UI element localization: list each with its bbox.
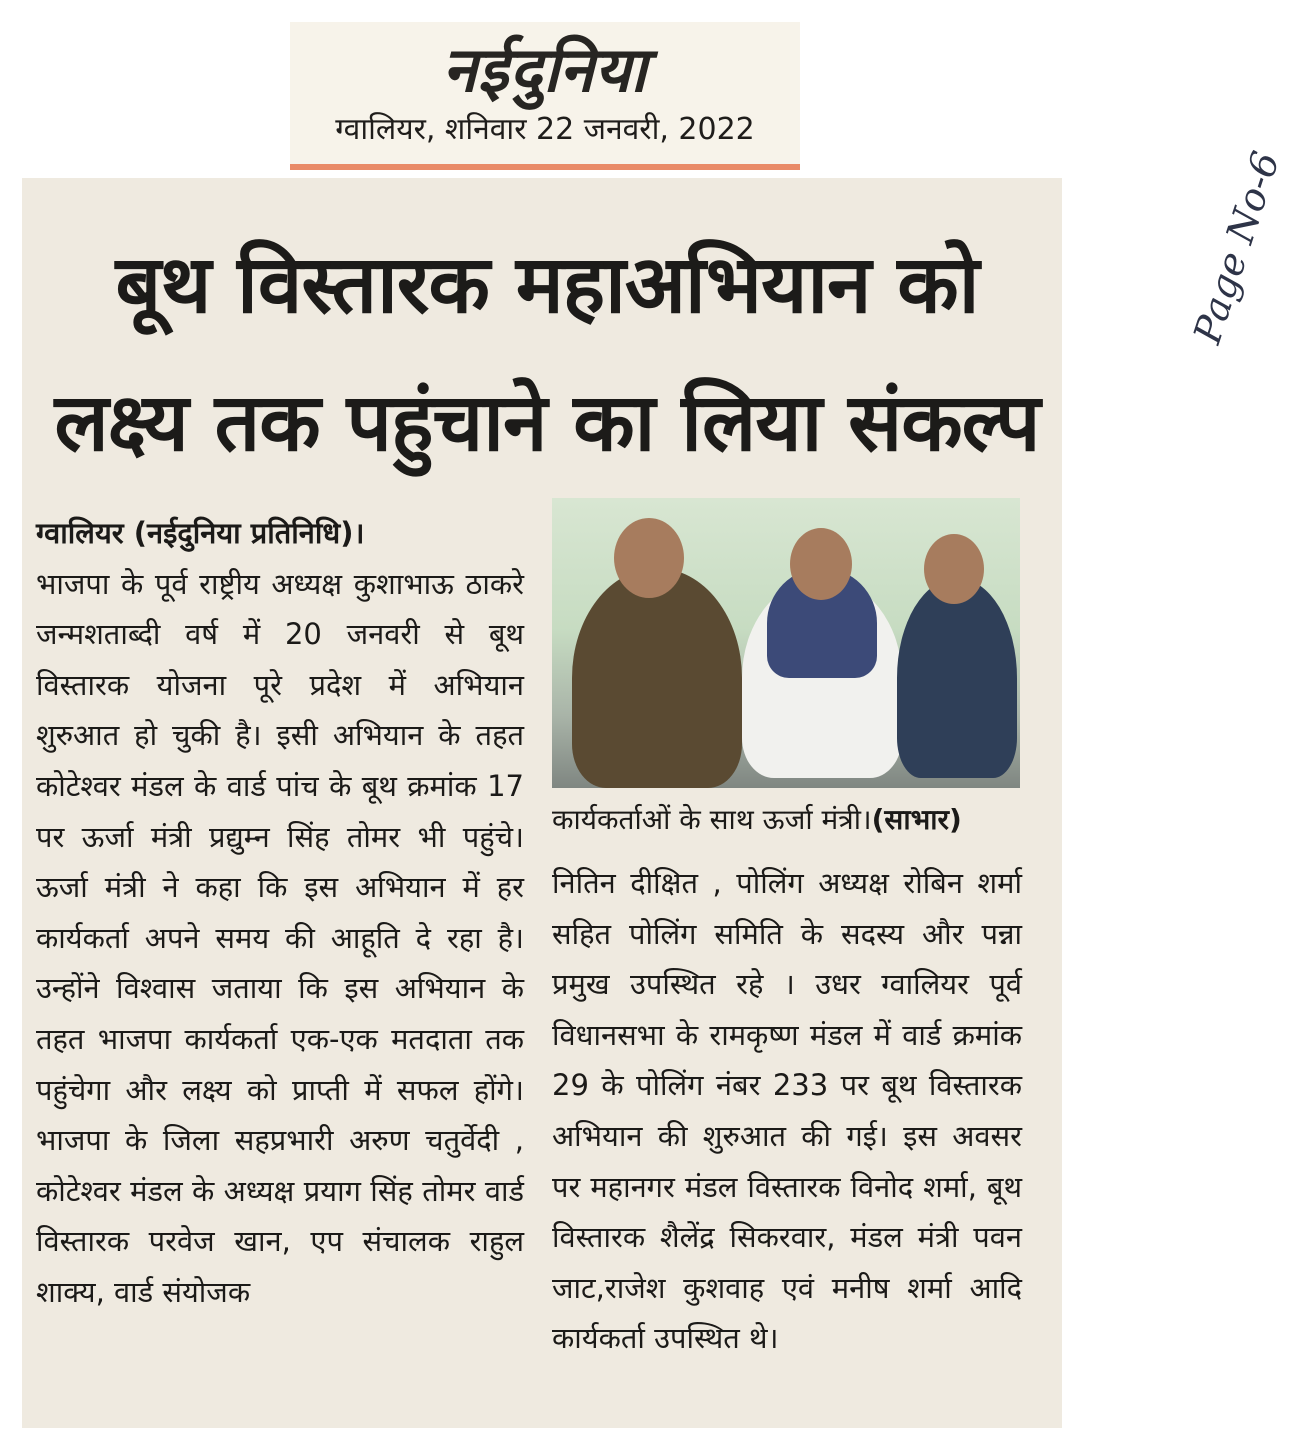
article-photo <box>552 498 1020 788</box>
photo-caption-text: कार्यकर्ताओं के साथ ऊर्जा मंत्री। <box>552 803 872 836</box>
body-text-right: नितिन दीक्षित , पोलिंग अध्यक्ष रोबिन शर्मा सहित पोलिंग समिति के सदस्य और पन्ना प्रमुख उपस्थित रहे । उधर ग्वालियर पूर्व विधानसभा के रामकृष्ण मंडल में वार्ड क्रमांक 29 के पोलिंग नंबर 233 पर बूथ विस्तारक अभियान की शुरुआत की गई। इस अवसर पर महानगर मंडल विस्तारक विनोद शर्मा, बूथ विस्तारक शैलेंद्र सिकरवार, मंडल मंत्री पवन जाट,राजेश कुशवाह एवं मनीष शर्मा आदि कार्यकर्ता उपस्थित थे। <box>552 866 1022 1356</box>
headline-line-1: बूथ विस्तारक महाअभियान को <box>115 238 979 331</box>
photo-head-center <box>790 528 852 600</box>
article-clipping <box>22 178 1062 1428</box>
photo-person-right <box>897 578 1017 778</box>
photo-person-left <box>572 568 742 788</box>
article-body-right-column <box>552 858 1022 1364</box>
handwritten-page-note: Page No-6 <box>1185 146 1289 349</box>
photo-credit: (साभार) <box>871 803 962 836</box>
dateline: ग्वालियर, शनिवार 22 जनवरी, 2022 <box>335 112 755 147</box>
headline-line-2: लक्ष्य तक पहुंचाने का लिया संकल्प <box>54 376 1040 469</box>
body-text-left: भाजपा के पूर्व राष्ट्रीय अध्यक्ष कुशाभाऊ ठाकरे जन्मशताब्दी वर्ष में 20 जनवरी से बूथ विस्तारक योजना पूरे प्रदेश में अभियान शुरुआत हो चुकी है। इसी अभियान के तहत कोटेश्वर मंडल के वार्ड पांच के बूथ क्रमांक 17 पर ऊर्जा मंत्री प्रद्युम्न सिंह तोमर भी पहुंचे। ऊर्जा मंत्री ने कहा कि इस अभियान में हर कार्यकर्ता अपने समय की आहूति दे रहा है। उन्होंने विश्वास जताया कि इस अभियान के तहत भाजपा कार्यकर्ता एक-एक मतदाता तक पहुंचेगा और लक्ष्य को प्राप्ती में सफल होंगे। भाजपा के जिला सहप्रभारी अरुण चतुर्वेदी , कोटेश्वर मंडल के अध्यक्ष प्रयाग सिंह तोमर वार्ड विस्तारक परवेज खान, एप संचालक राहुल शाक्य, वार्ड संयोजक <box>36 566 524 1309</box>
photo-head-right <box>924 534 984 604</box>
photo-caption <box>552 802 1022 838</box>
article-body-left-column <box>36 508 524 1318</box>
article-headline <box>52 216 1042 492</box>
article-byline: ग्वालियर (नईदुनिया प्रतिनिधि)। <box>36 516 365 550</box>
photo-head-left <box>614 518 684 598</box>
newspaper-masthead <box>290 22 800 170</box>
newspaper-name: नईदुनिया <box>442 33 648 106</box>
